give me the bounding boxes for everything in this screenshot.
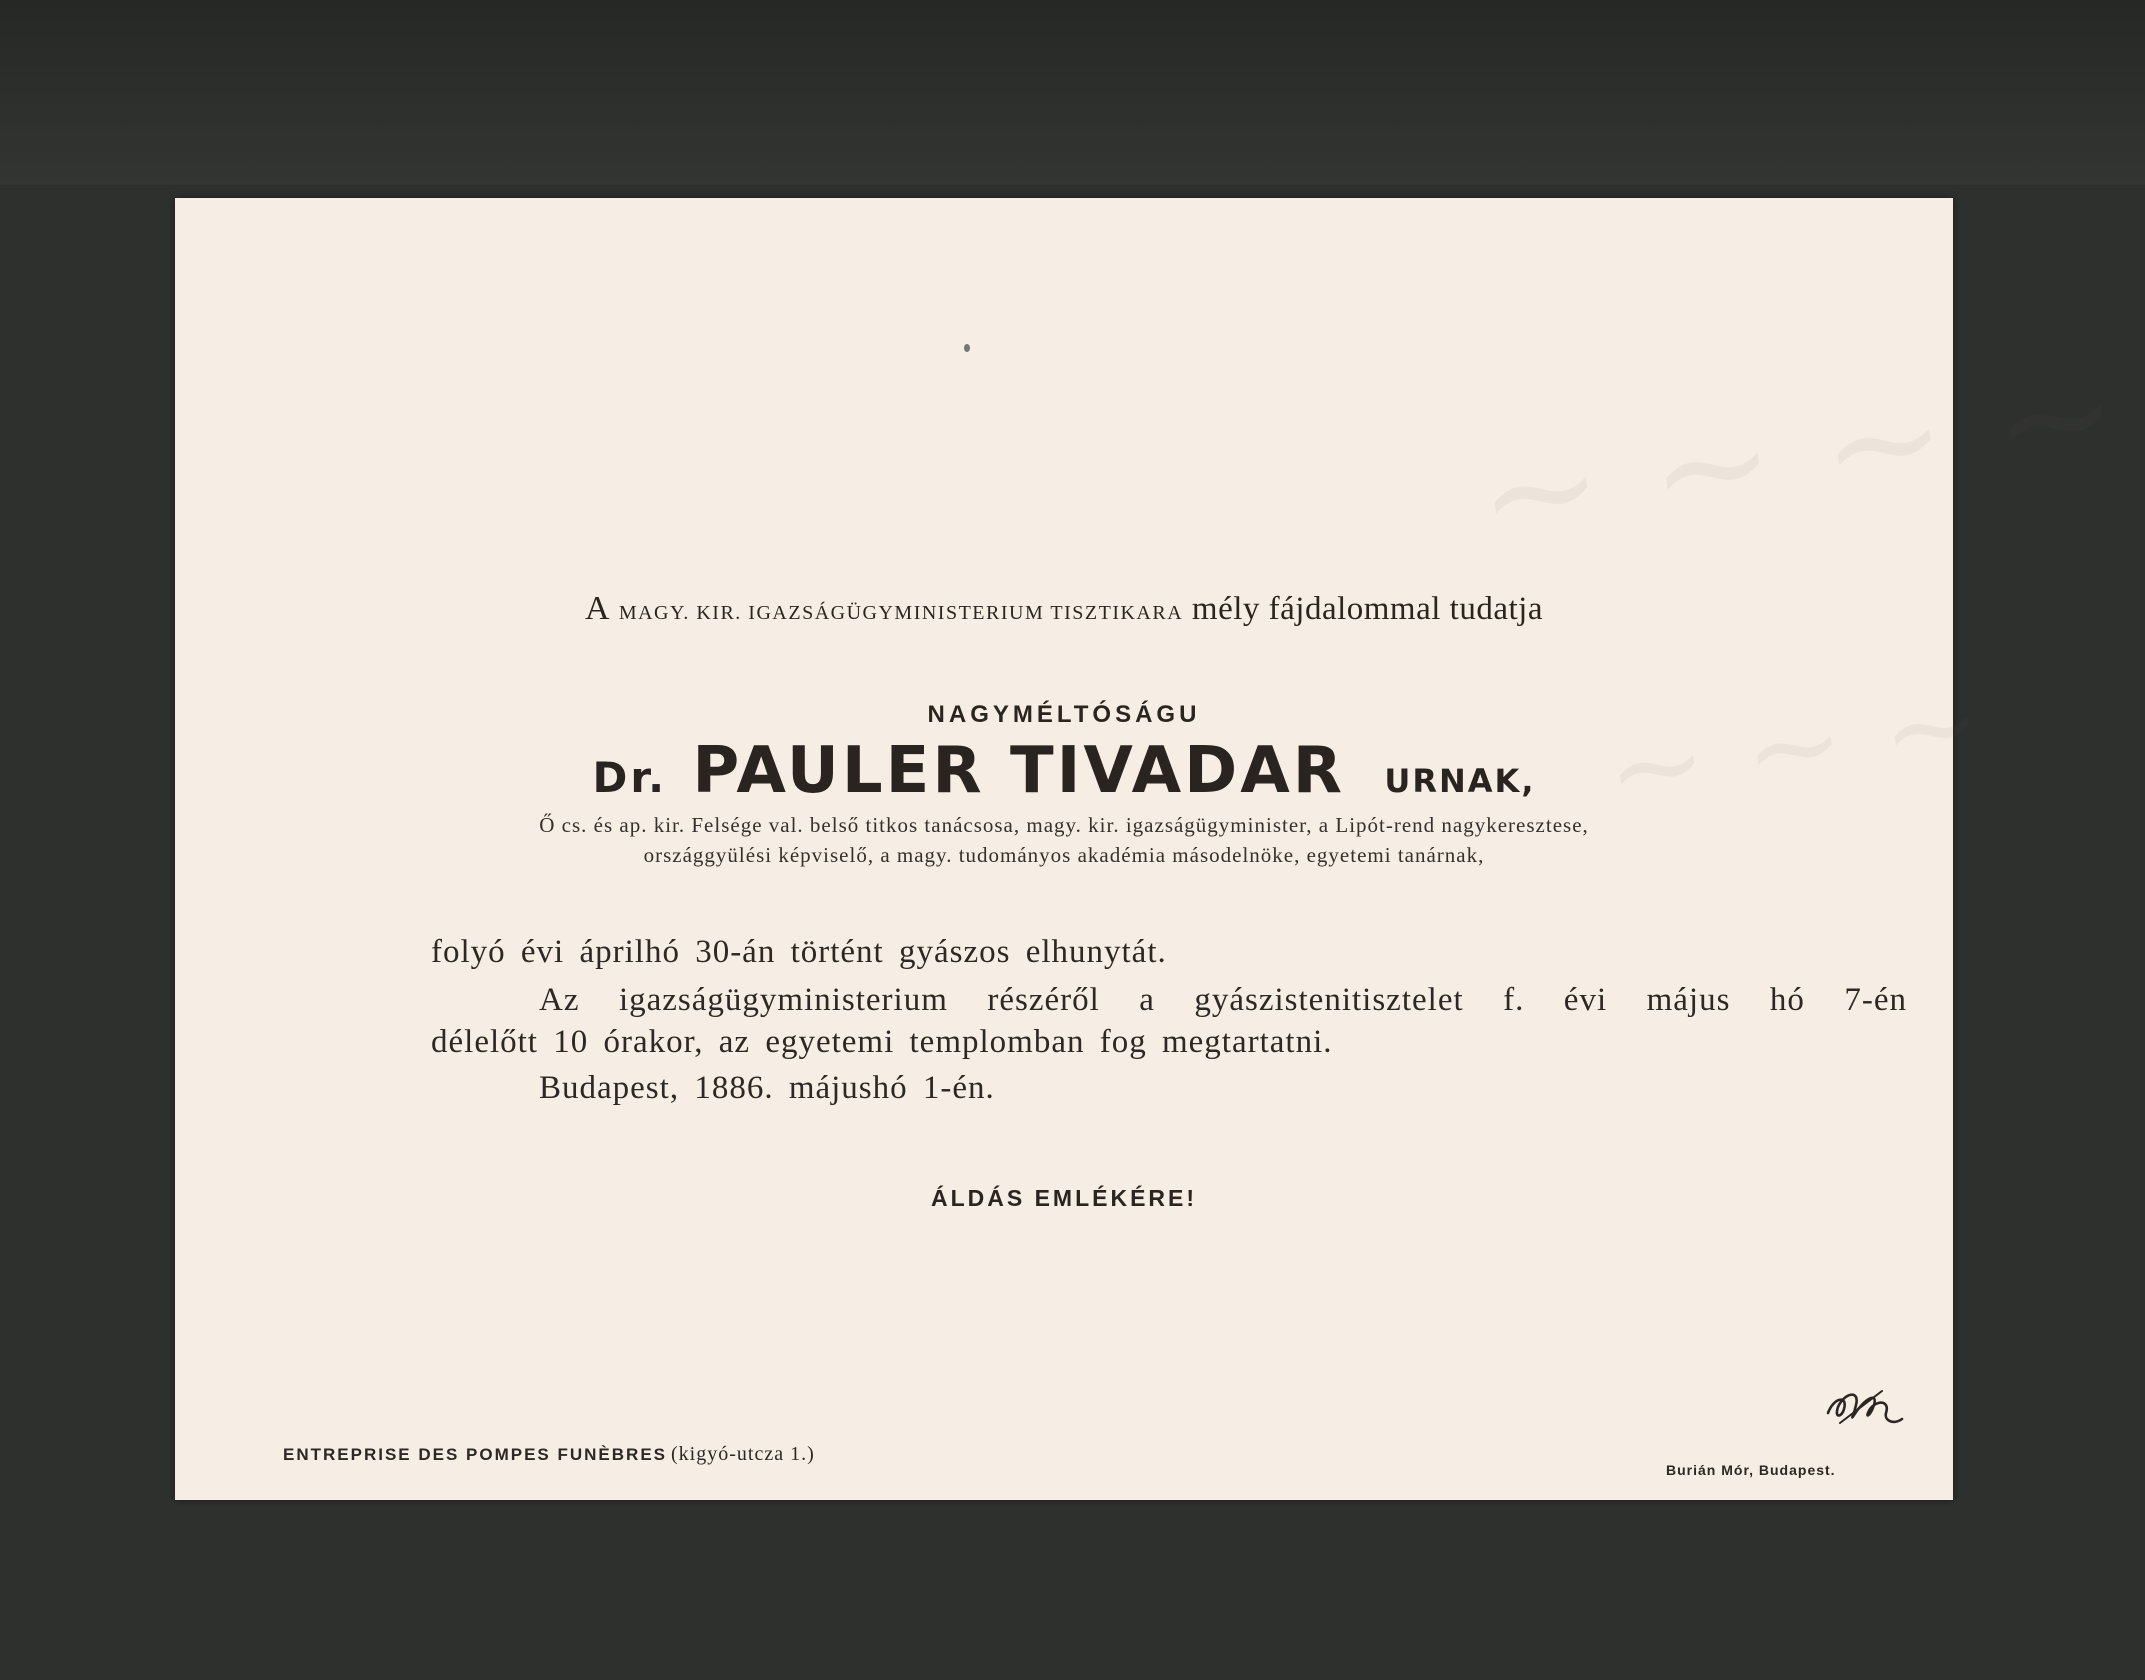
- body-line-1: folyó évi áprilhó 30-án történt gyászos elhunytát.: [431, 934, 1167, 970]
- dark-background: [0, 0, 2145, 185]
- undertaker-address: (kigyó-utcza 1.): [671, 1443, 815, 1465]
- deceased-name: PAULER TIVADAR: [692, 734, 1346, 808]
- date-line: Budapest, 1886. májushó 1-én.: [539, 1070, 995, 1106]
- titles-line-1: Ő cs. és ap. kir. Felsége val. belső titkos tanácsosa, magy. kir. igazságügyminister, a Lipót-rend nagykeresztese,: [539, 813, 1589, 837]
- reverse-handwriting-bleed: ~ ~ ~: [1597, 652, 1991, 843]
- announcement-institution: MAGY. KIR. IGAZSÁGÜGYMINISTERIUM TISZTIKARA: [618, 602, 1184, 624]
- announcement-rest: mély fájdalommal tudatja: [1191, 591, 1543, 627]
- deceased-name-line: [175, 734, 1953, 808]
- handwritten-mark-icon: [1820, 1373, 1910, 1433]
- blessing-line: ÁLDÁS EMLÉKÉRE!: [930, 1185, 1198, 1211]
- name-title: Dr.: [592, 753, 668, 802]
- name-suffix: URNAK,: [1384, 762, 1536, 800]
- body-line-3: délelőtt 10 órakor, az egyetemi templomban fog megtartatni.: [431, 1024, 1333, 1060]
- reverse-handwriting-bleed: ~ ~ ~ ~: [1466, 323, 2130, 587]
- titles-line-2: országgyülési képviselő, a magy. tudományos akadémia másodelnöke, egyetemi tanárnak,: [643, 843, 1485, 867]
- undertaker-footer: [283, 1443, 815, 1466]
- announcement-initial: A: [585, 590, 611, 627]
- funeral-notice-card: [175, 198, 2130, 1500]
- printer-imprint: Burián Mór, Budapest.: [1666, 1462, 1836, 1478]
- announcement-line: [175, 590, 1953, 628]
- honorific-title: NAGYMÉLTÓSÁGU: [927, 701, 1201, 728]
- ink-speck: [964, 344, 970, 352]
- body-line-2: Az igazságügyministerium részéről a gyászistenitisztelet f. évi május hó 7-én: [539, 982, 1907, 1018]
- undertaker-name: ENTREPRISE DES POMPES FUNÈBRES: [283, 1445, 668, 1464]
